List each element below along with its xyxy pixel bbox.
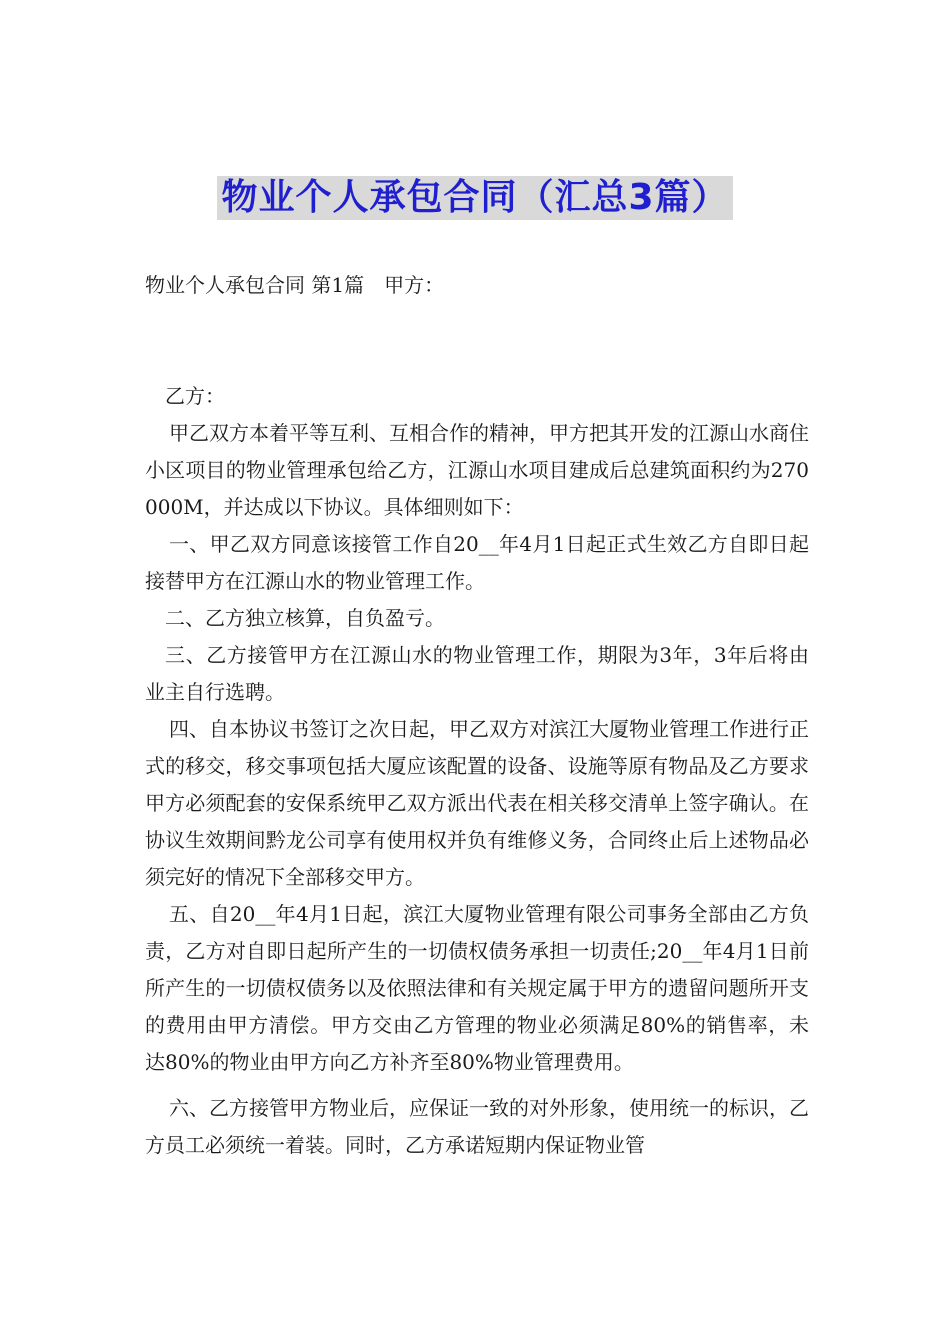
section-heading: 物业个人承包合同 第1篇 甲方： bbox=[145, 273, 445, 297]
paragraph-clause-4: 四、自本协议书签订之次日起，甲乙双方对滨江大厦物业管理工作进行正式的移交，移交事项包括大厦应该配置的设备、设施等原有物品及乙方要求甲方必须配套的安保系统甲乙双方派出代表在相关移交清单上签字确认。在协议生效期间黔龙公司享有使用权并负有维修义务，合同终止后上述物品必须完好的情况下全部移交甲方。 bbox=[145, 717, 809, 889]
document-title: 物业个人承包合同（汇总3篇） bbox=[217, 176, 732, 220]
document-body bbox=[145, 378, 809, 1164]
paragraph-clause-5: 五、自20__年4月1日起，滨江大厦物业管理有限公司事务全部由乙方负责，乙方对自即日起所产生的一切债权债务承担一切责任;20__年4月1日前所产生的一切债权债务以及依照法律和有关规定属于甲方的遗留问题所开支的费用由甲方清偿。甲方交由乙方管理的物业必须满足80%的销售率，未达80%的物业由甲方向乙方补齐至80%物业管理费用。 bbox=[145, 902, 809, 1074]
paragraph-spacer bbox=[145, 1081, 809, 1090]
paragraph-clause-2: 二、乙方独立核算，自负盈亏。 bbox=[165, 606, 445, 630]
title-container bbox=[0, 176, 950, 220]
paragraph-party-b: 乙方： bbox=[165, 384, 225, 408]
paragraph-clause-6: 六、乙方接管甲方物业后，应保证一致的对外形象，使用统一的标识，乙方员工必须统一着装。同时，乙方承诺短期内保证物业管 bbox=[145, 1096, 809, 1157]
paragraph-clause-3: 三、乙方接管甲方在江源山水的物业管理工作，期限为3年，3年后将由业主自行选聘。 bbox=[145, 643, 809, 704]
paragraph-intro: 甲乙双方本着平等互利、互相合作的精神，甲方把其开发的江源山水商住小区项目的物业管理承包给乙方，江源山水项目建成后总建筑面积约为270000M，并达成以下协议。具体细则如下： bbox=[145, 421, 809, 519]
paragraph-clause-1: 一、甲乙双方同意该接管工作自20__年4月1日起正式生效乙方自即日起接替甲方在江源山水的物业管理工作。 bbox=[145, 532, 809, 593]
